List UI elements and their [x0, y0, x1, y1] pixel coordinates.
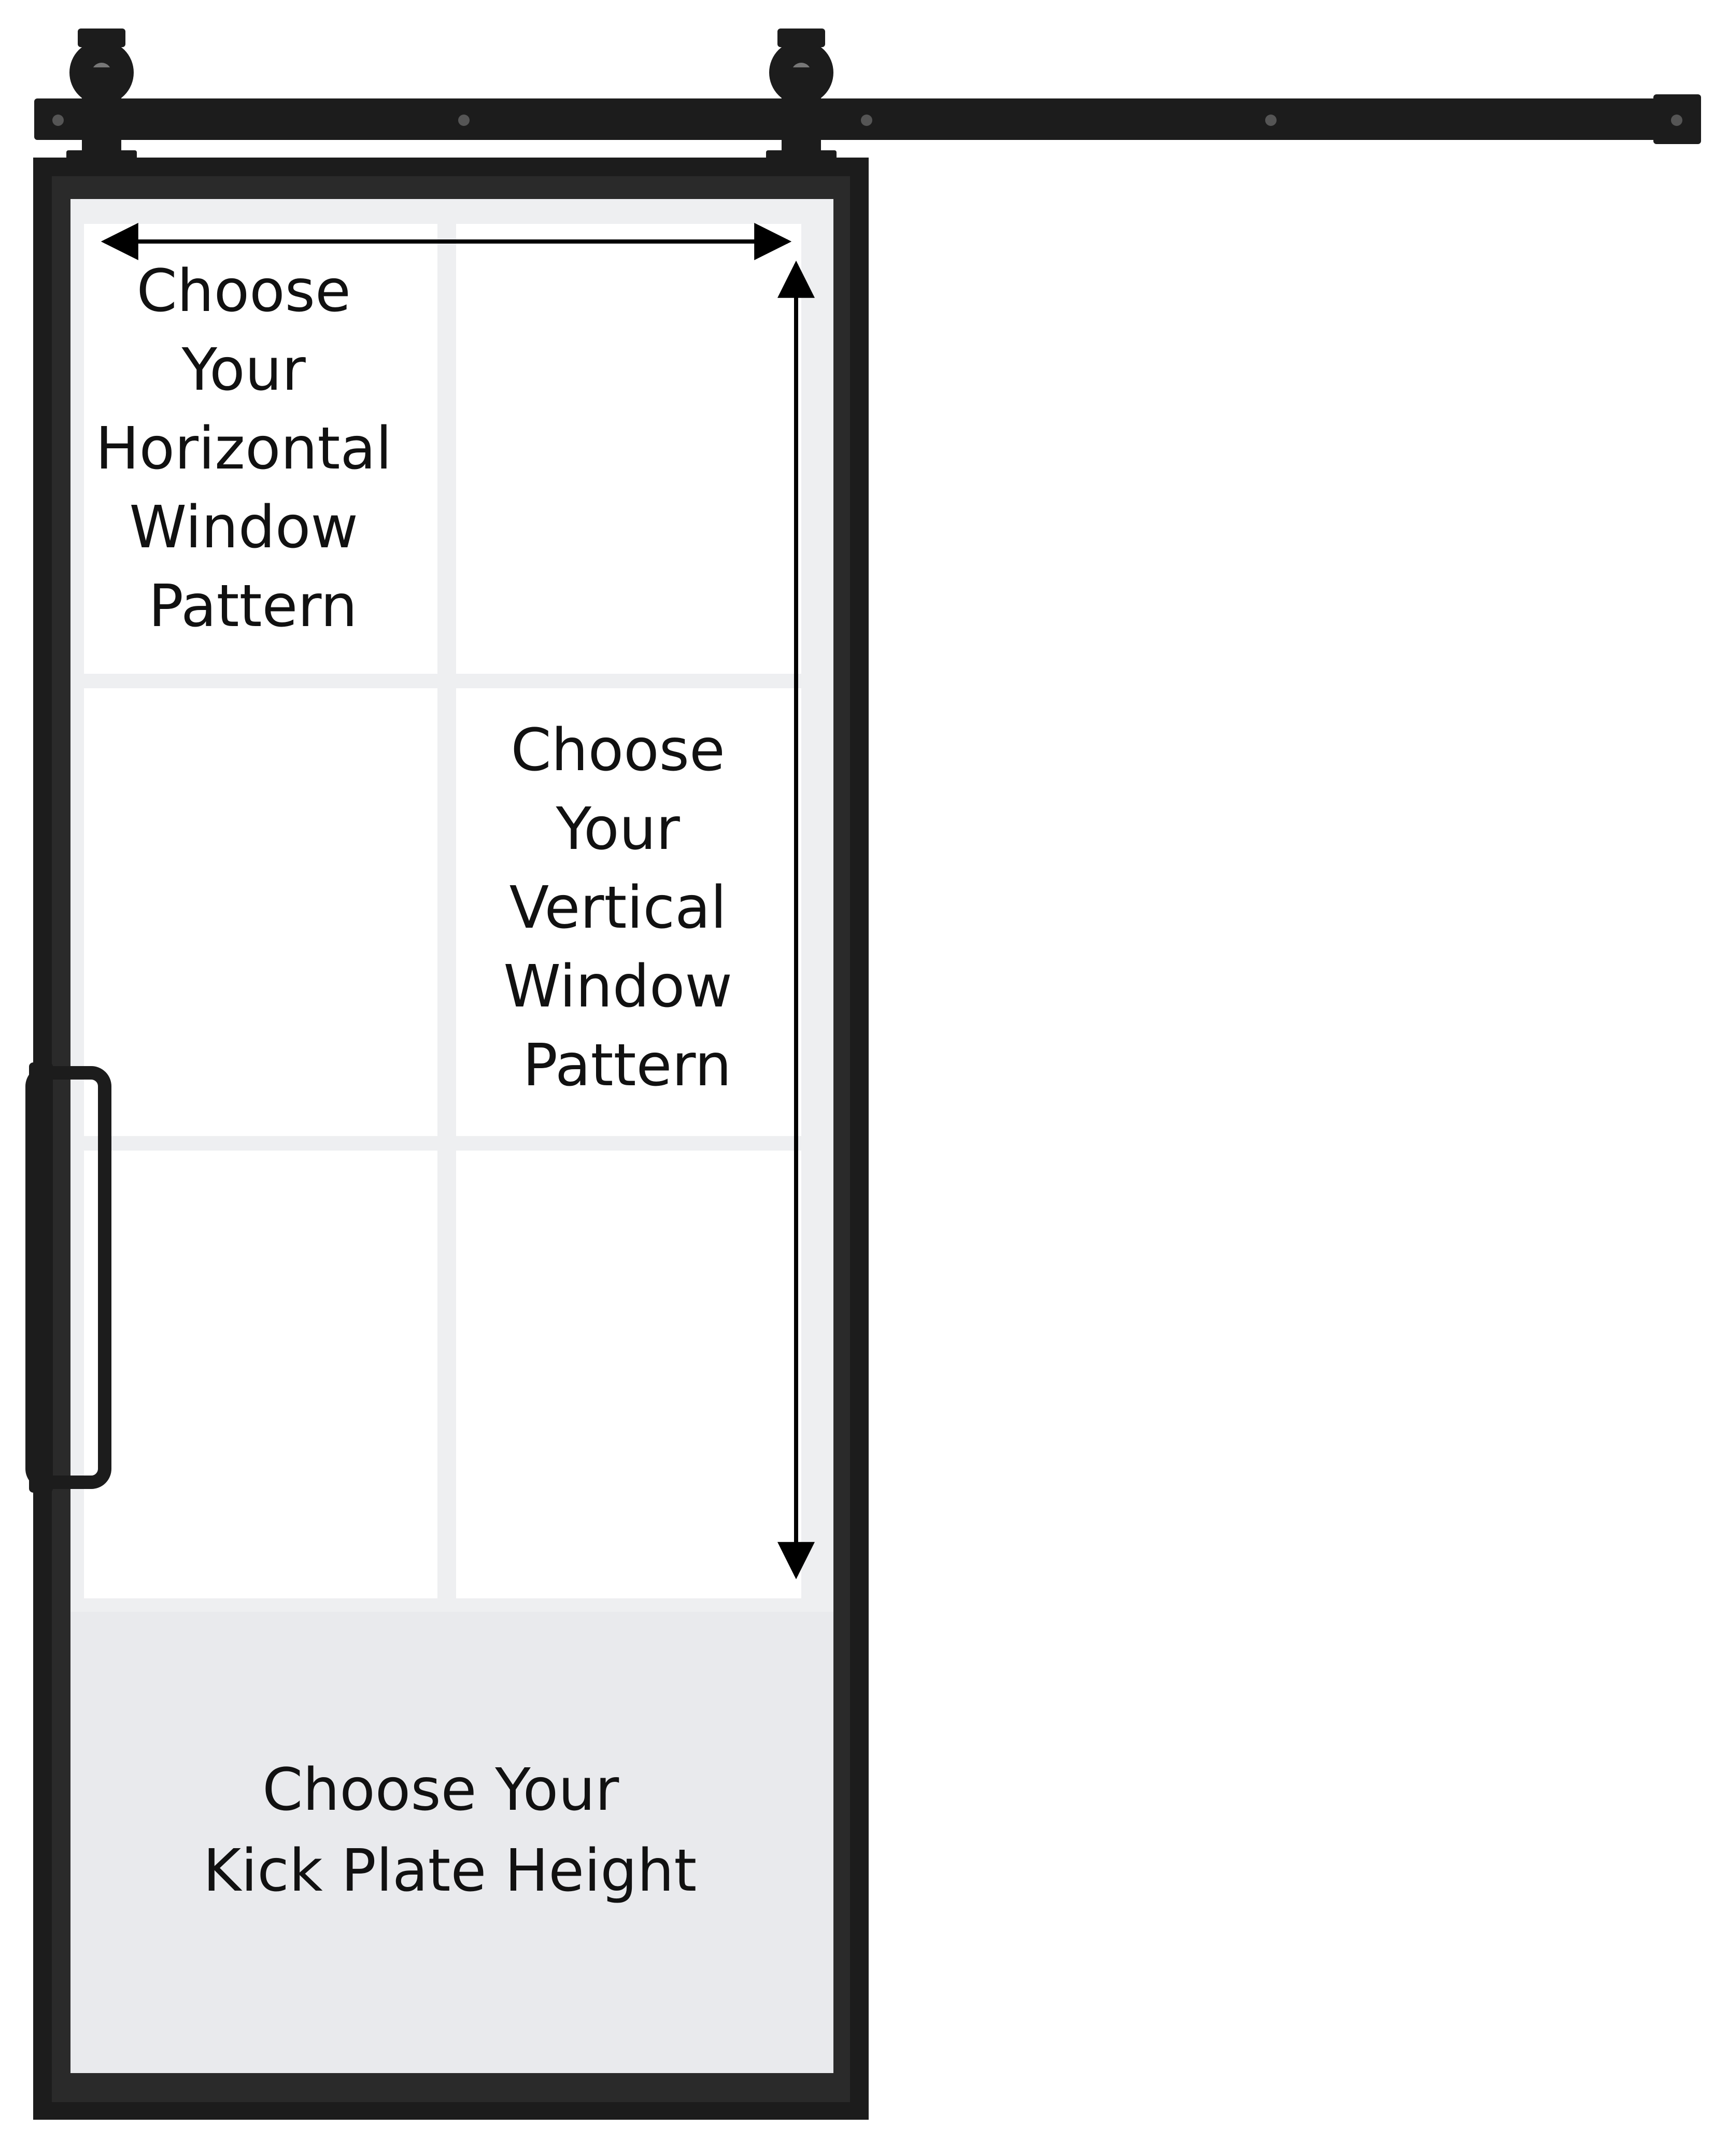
window-pane	[456, 1151, 801, 1598]
rail-bolt	[861, 115, 872, 126]
roller-hanger-right	[766, 29, 837, 167]
rail-bolt	[52, 115, 64, 126]
rail-hardware	[34, 94, 1701, 144]
kick-plate-label: Choose Your Kick Plate Height	[203, 1756, 697, 1905]
roller-hanger-left	[66, 29, 137, 167]
window-pane	[456, 224, 801, 674]
rail-bolt	[1265, 115, 1277, 126]
window-pane	[84, 1151, 437, 1598]
rail-bolt	[458, 115, 470, 126]
horizontal-pattern-label: Choose Your Horizontal Window Pattern	[95, 258, 392, 640]
rail-bolt	[1671, 115, 1682, 126]
window-pane	[84, 688, 437, 1136]
vertical-pattern-label: Choose Your Vertical Window Pattern	[503, 717, 732, 1099]
